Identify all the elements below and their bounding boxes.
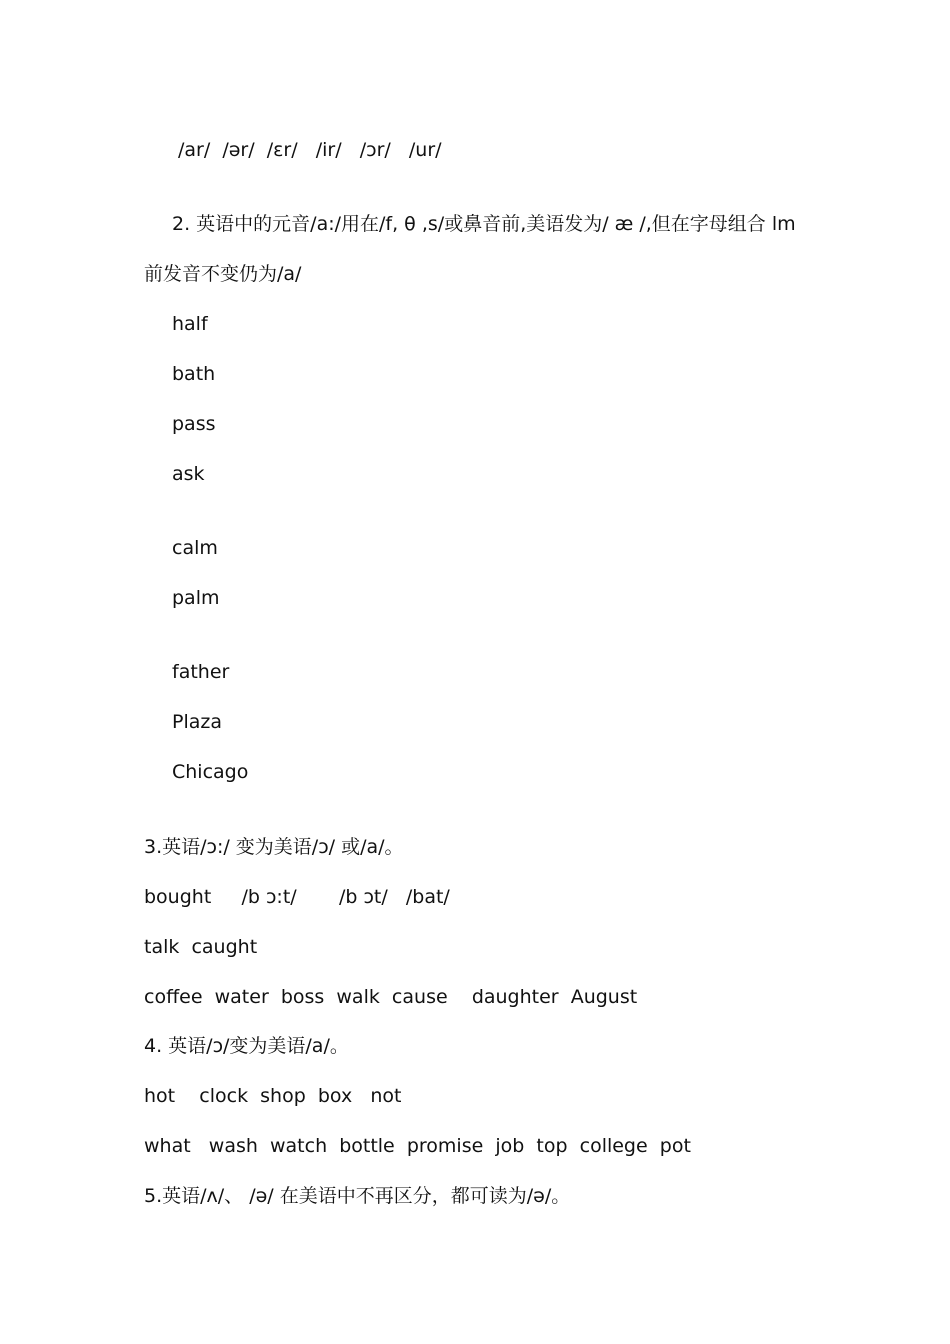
section-5-heading: 5.英语/ʌ/、 /ə/ 在美语中不再区分，都可读为/ə/。: [144, 1185, 571, 1207]
phonetic-list-r-vowels: /ar/ /ər/ /ɛr/ /ir/ /ɔr/ /ur/: [178, 139, 442, 161]
word-ask: ask: [172, 463, 205, 485]
example-talk-caught: talk caught: [144, 936, 258, 958]
word-father: father: [172, 661, 230, 683]
example-coffee-list: coffee water boss walk cause daughter August: [144, 986, 638, 1008]
word-plaza: Plaza: [172, 711, 222, 733]
section-4-heading: 4. 英语/ɔ/变为美语/a/。: [144, 1035, 349, 1057]
section-2-heading: 2. 英语中的元音/a:/用在/f, θ ,s/或鼻音前,美语发为/ æ /,但在字母组合 lm: [172, 213, 796, 235]
section-2-heading-continued: 前发音不变仍为/a/: [144, 263, 302, 285]
word-pass: pass: [172, 413, 216, 435]
section-3-heading: 3.英语/ɔ:/ 变为美语/ɔ/ 或/a/。: [144, 836, 404, 858]
example-what-list: what wash watch bottle promise job top college pot: [144, 1135, 691, 1157]
word-palm: palm: [172, 587, 220, 609]
example-hot-list: hot clock shop box not: [144, 1085, 402, 1107]
word-half: half: [172, 313, 208, 335]
word-calm: calm: [172, 537, 218, 559]
word-bath: bath: [172, 363, 216, 385]
example-bought: bought /b ɔ:t/ /b ɔt/ /bat/: [144, 886, 450, 908]
word-chicago: Chicago: [172, 761, 249, 783]
